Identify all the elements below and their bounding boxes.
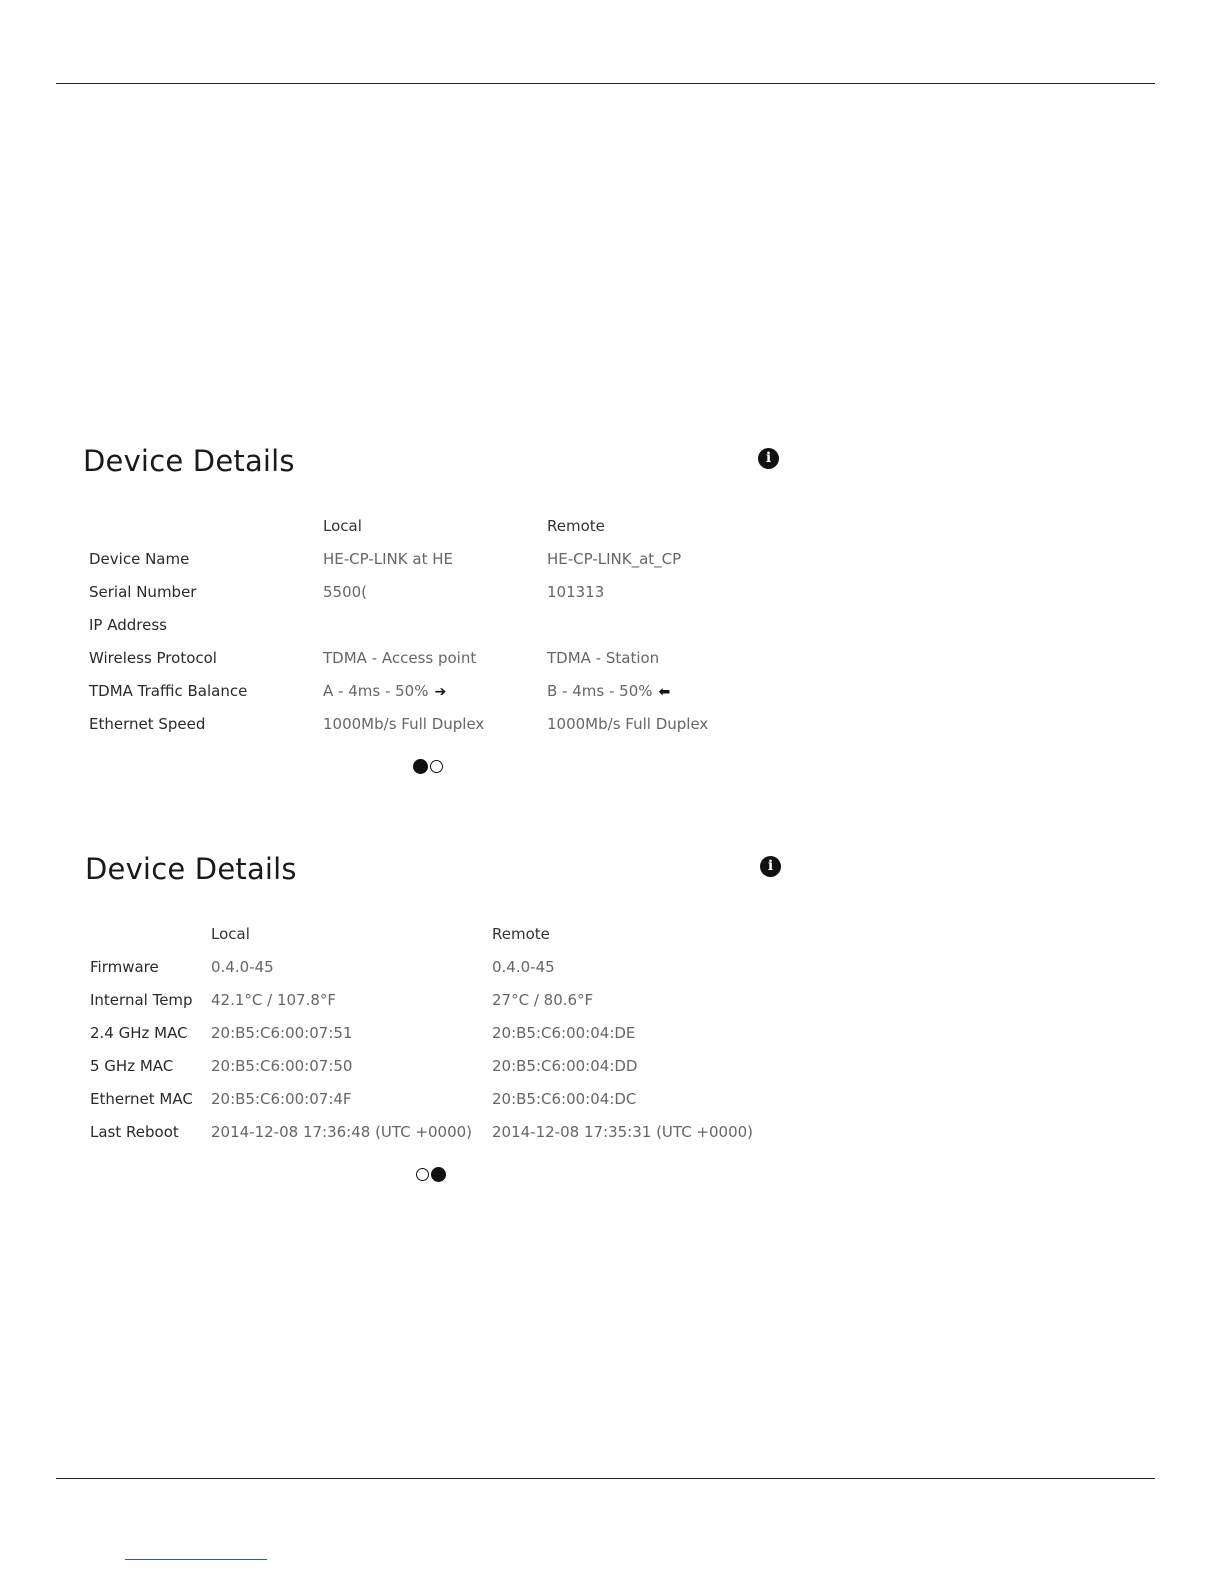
row-label: Last Reboot	[90, 1123, 179, 1141]
row-label: Firmware	[90, 958, 159, 976]
table-row	[80, 550, 800, 583]
remote-value: 20:B5:C6:00:04:DD	[492, 1057, 638, 1075]
page-indicator	[416, 1167, 446, 1183]
table-row	[80, 1024, 800, 1057]
table-row	[80, 583, 800, 616]
device-details-panel-1	[80, 444, 800, 784]
remote-value: HE-CP-LINK_at_CP	[547, 550, 682, 568]
row-label: Device Name	[89, 550, 190, 568]
panel-title: Device Details	[85, 852, 297, 886]
table-row	[80, 649, 800, 682]
column-header-remote: Remote	[547, 517, 605, 535]
local-value: 42.1°C / 107.8°F	[211, 991, 337, 1009]
remote-value: TDMA - Station	[547, 649, 660, 667]
row-label: IP Address	[89, 616, 167, 634]
footer-divider	[56, 1478, 1155, 1479]
local-value-wrap	[323, 682, 446, 700]
remote-value: 2014-12-08 17:35:31 (UTC +0000)	[492, 1123, 754, 1141]
local-value: 2014-12-08 17:36:48 (UTC +0000)	[211, 1123, 473, 1141]
row-label: Ethernet MAC	[90, 1090, 193, 1108]
local-value: 0.4.0-45	[211, 958, 274, 976]
column-header-local: Local	[211, 925, 250, 943]
remote-value: 101313	[547, 583, 605, 601]
local-value: HE-CP-LINK at HE	[323, 550, 453, 568]
page-dot-1[interactable]	[413, 759, 428, 774]
row-label: 5 GHz MAC	[90, 1057, 174, 1075]
table-row	[80, 715, 800, 748]
info-icon[interactable]: i	[760, 856, 781, 877]
local-value: 20:B5:C6:00:07:50	[211, 1057, 353, 1075]
remote-value-wrap	[547, 682, 670, 700]
remote-value: B - 4ms - 50%	[547, 682, 653, 700]
table-row	[80, 616, 800, 649]
footer-link-underline[interactable]	[125, 1559, 267, 1560]
local-value: 20:B5:C6:00:07:4F	[211, 1090, 352, 1108]
page-dot-2[interactable]	[430, 760, 443, 773]
arrow-right-icon: ➔	[434, 684, 447, 700]
remote-value: 1000Mb/s Full Duplex	[547, 715, 709, 733]
arrow-left-icon: ⬅	[658, 684, 671, 700]
remote-value: 0.4.0-45	[492, 958, 555, 976]
row-label: Internal Temp	[90, 991, 193, 1009]
info-icon[interactable]: i	[758, 448, 779, 469]
local-value: 20:B5:C6:00:07:51	[211, 1024, 353, 1042]
panel-title: Device Details	[83, 444, 295, 478]
row-label: Wireless Protocol	[89, 649, 217, 667]
table-row	[80, 1123, 800, 1156]
local-value: 5500(	[323, 583, 368, 601]
row-label: Ethernet Speed	[89, 715, 206, 733]
page-dot-2[interactable]	[431, 1167, 446, 1182]
row-label: 2.4 GHz MAC	[90, 1024, 188, 1042]
page-dot-1[interactable]	[416, 1168, 429, 1181]
column-header-remote: Remote	[492, 925, 550, 943]
table-row	[80, 958, 800, 991]
local-value: 1000Mb/s Full Duplex	[323, 715, 485, 733]
row-label: TDMA Traffic Balance	[89, 682, 248, 700]
table-row	[80, 991, 800, 1024]
header-divider	[56, 83, 1155, 84]
local-value: A - 4ms - 50%	[323, 682, 429, 700]
row-label: Serial Number	[89, 583, 197, 601]
local-value: TDMA - Access point	[323, 649, 477, 667]
page-indicator	[413, 759, 443, 775]
device-details-panel-2	[80, 852, 800, 1192]
remote-value: 27°C / 80.6°F	[492, 991, 594, 1009]
column-header-local: Local	[323, 517, 362, 535]
table-row	[80, 682, 800, 715]
remote-value: 20:B5:C6:00:04:DE	[492, 1024, 636, 1042]
table-row	[80, 1090, 800, 1123]
remote-value: 20:B5:C6:00:04:DC	[492, 1090, 637, 1108]
table-row	[80, 1057, 800, 1090]
